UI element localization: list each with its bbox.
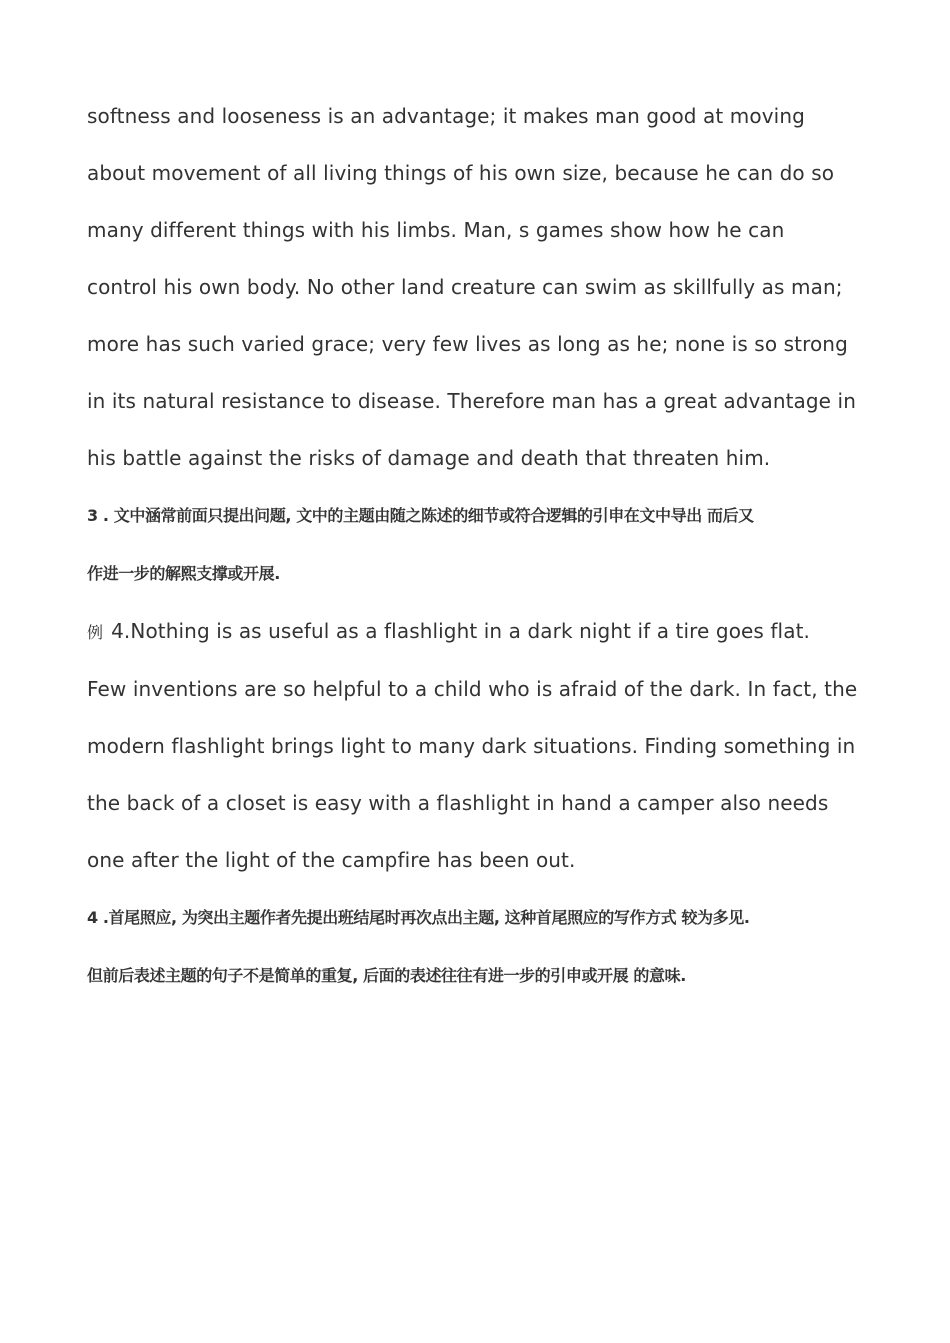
text-line: Few inventions are so helpful to a child who is afraid of the dark. In fact, the — [87, 677, 858, 701]
text-line: 但前后表述主题的句子不是简单的重复, 后面的表述往往有进一步的引申或开展 的意味. — [87, 966, 686, 985]
text-line: modern flashlight brings light to many dark situations. Finding something in — [87, 734, 856, 758]
text-line: control his own body. No other land creature can swim as skillfully as man; — [87, 275, 843, 299]
text-line: in its natural resistance to disease. Therefore man has a great advantage in — [87, 389, 856, 413]
text-line: 3 . 文中涵常前面只提出问题, 文中的主题由随之陈述的细节或符合逻辑的引申在文中导出 而后又 — [87, 506, 754, 525]
text-line: one after the light of the campfire has been out. — [87, 848, 576, 872]
point-4-heading — [87, 889, 887, 1005]
example-4-paragraph — [87, 603, 887, 889]
text-line: 4 .首尾照应, 为突出主题作者先提出班结尾时再次点出主题, 这种首尾照应的写作方式 较为多见. — [87, 908, 750, 927]
document-page — [87, 88, 887, 1005]
text-line: about movement of all living things of his own size, because he can do so — [87, 161, 835, 185]
point-3-heading — [87, 487, 887, 603]
paragraph-man-advantage — [87, 88, 887, 487]
text-line: many different things with his limbs. Man, s games show how he can — [87, 218, 785, 242]
text-line: 作进一步的解熙支撑或开展. — [87, 564, 280, 583]
text-line: his battle against the risks of damage and death that threaten him. — [87, 446, 771, 470]
text-line: softness and looseness is an advantage; it makes man good at moving — [87, 104, 805, 128]
example-marker: 例 — [87, 623, 104, 642]
text-line: the back of a closet is easy with a flashlight in hand a camper also needs — [87, 791, 829, 815]
example-first-line: 4.Nothing is as useful as a flashlight in a dark night if a tire goes flat. — [111, 619, 810, 643]
text-line: more has such varied grace; very few lives as long as he; none is so strong — [87, 332, 848, 356]
text-line — [87, 603, 887, 661]
